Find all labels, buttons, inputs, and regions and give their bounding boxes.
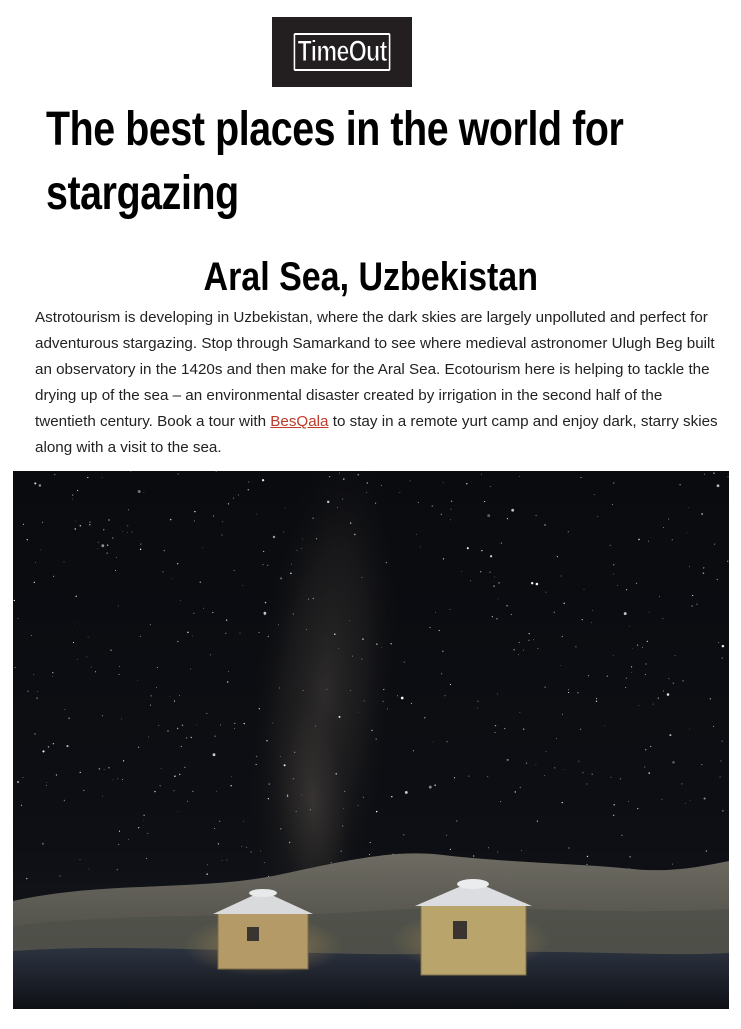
section-heading-text: Aral Sea, Uzbekistan bbox=[203, 255, 538, 299]
paragraph-text-end: to stay in a remote yurt camp and enjoy dark, starry skies along with a visit to the sea. bbox=[35, 413, 718, 456]
section-heading bbox=[0, 252, 741, 302]
article-photo-yurts-under-stars bbox=[13, 471, 729, 1009]
paragraph-text-start: Astrotourism is developing in Uzbekistan, where the dark skies are largely unpolluted and perfect for adventurous stargazing. Stop through Samarkand to see where medieval astronomer Ulugh Beg built an observatory in the 1420s and then make for the Aral Sea. Ecotourism here is helping to tackle the drying up of the sea – an environmental disaster created by irrigation in the second half of the twentieth century. Book a tour with bbox=[35, 309, 715, 430]
article-title: The best places in the world for stargazing bbox=[46, 103, 624, 220]
foreground-ground bbox=[13, 948, 729, 1009]
logo-text: TimeOut bbox=[294, 33, 391, 71]
timeout-logo[interactable] bbox=[272, 17, 412, 87]
photo-illustration bbox=[13, 471, 729, 1009]
article-paragraph bbox=[35, 305, 725, 461]
besqala-link[interactable]: BesQala bbox=[270, 413, 329, 430]
